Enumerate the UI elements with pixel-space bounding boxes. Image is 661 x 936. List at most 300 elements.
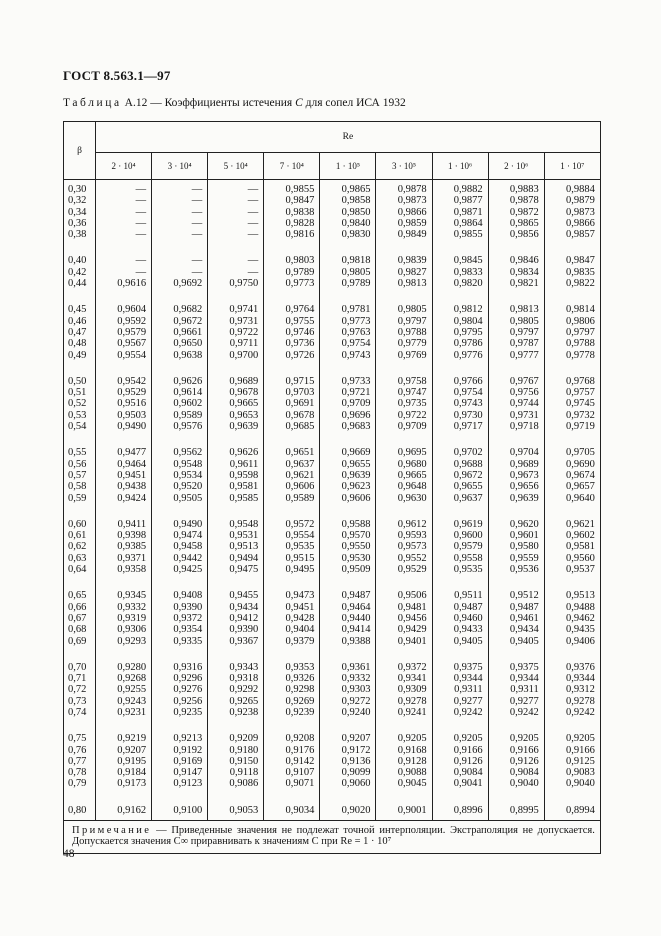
coefficient-cell: 0,9473 bbox=[264, 579, 320, 601]
caption-number: А.12 — Коэффициенты истечения bbox=[121, 97, 296, 109]
table-row bbox=[64, 470, 601, 481]
coefficient-cell: 0,9787 bbox=[488, 338, 544, 349]
coefficient-cell: 0,9626 bbox=[208, 436, 264, 458]
coefficient-cell: 0,9515 bbox=[264, 553, 320, 564]
table-row bbox=[64, 244, 601, 266]
coefficient-cell: — bbox=[96, 180, 152, 196]
coefficient-cell: 0,9513 bbox=[544, 579, 600, 601]
coefficient-cell: 0,9353 bbox=[264, 651, 320, 673]
coefficient-cell: — bbox=[152, 267, 208, 278]
beta-cell: 0,44 bbox=[64, 278, 96, 293]
coefficient-cell: 0,9640 bbox=[544, 493, 600, 508]
coefficient-cell: 0,9709 bbox=[320, 398, 376, 409]
coefficient-cell: 0,9778 bbox=[544, 350, 600, 365]
beta-cell: 0,78 bbox=[64, 767, 96, 778]
coefficient-cell: 0,9361 bbox=[320, 651, 376, 673]
coefficient-cell: 0,9672 bbox=[432, 470, 488, 481]
beta-cell: 0,52 bbox=[64, 398, 96, 409]
coefficient-cell: 0,9235 bbox=[152, 707, 208, 722]
coefficient-cell: — bbox=[96, 267, 152, 278]
coefficient-cell: 0,9045 bbox=[376, 778, 432, 793]
coefficient-cell: 0,8994 bbox=[544, 794, 600, 821]
coefficient-cell: 0,9487 bbox=[320, 579, 376, 601]
coefficient-cell: 0,9637 bbox=[432, 493, 488, 508]
coefficient-cell: 0,9535 bbox=[432, 564, 488, 579]
coefficient-cell: 0,9838 bbox=[264, 207, 320, 218]
table-row bbox=[64, 398, 601, 409]
coefficient-cell: 0,9344 bbox=[488, 673, 544, 684]
coefficient-cell: 0,9719 bbox=[544, 421, 600, 436]
beta-cell: 0,55 bbox=[64, 436, 96, 458]
coefficient-cell: 0,9341 bbox=[376, 673, 432, 684]
coefficient-cell: 0,9665 bbox=[376, 470, 432, 481]
coefficient-cell: — bbox=[208, 229, 264, 244]
coefficient-cell: 0,9558 bbox=[432, 553, 488, 564]
coefficient-cell: 0,9205 bbox=[488, 722, 544, 744]
coefficient-cell: 0,9503 bbox=[96, 410, 152, 421]
table-row bbox=[64, 541, 601, 552]
coefficient-cell: 0,9692 bbox=[152, 278, 208, 293]
coefficient-cell: 0,9601 bbox=[488, 530, 544, 541]
coefficient-cell: 0,9718 bbox=[488, 421, 544, 436]
coefficient-cell: 0,9576 bbox=[152, 421, 208, 436]
coefficient-cell: 0,9570 bbox=[320, 530, 376, 541]
coefficient-cell: 0,9879 bbox=[544, 195, 600, 206]
beta-cell: 0,70 bbox=[64, 651, 96, 673]
coefficient-cell: 0,9404 bbox=[264, 624, 320, 635]
coefficient-cell: — bbox=[208, 180, 264, 196]
coefficient-cell: 0,9529 bbox=[376, 564, 432, 579]
coefficient-cell: 0,9293 bbox=[96, 636, 152, 651]
re-value-header: 1 · 10⁵ bbox=[320, 153, 376, 180]
coefficient-cell: 0,9882 bbox=[432, 180, 488, 196]
coefficient-cell: 0,9548 bbox=[208, 508, 264, 530]
coefficient-cell: 0,9621 bbox=[544, 508, 600, 530]
coefficient-cell: 0,9673 bbox=[488, 470, 544, 481]
beta-cell: 0,71 bbox=[64, 673, 96, 684]
coefficient-cell: 0,9277 bbox=[432, 696, 488, 707]
coefficient-cell: 0,9721 bbox=[320, 387, 376, 398]
table-row bbox=[64, 338, 601, 349]
beta-column-header: β bbox=[64, 122, 96, 180]
coefficient-cell: 0,9744 bbox=[488, 398, 544, 409]
beta-cell: 0,68 bbox=[64, 624, 96, 635]
coefficient-cell: 0,9776 bbox=[432, 350, 488, 365]
coefficient-cell: 0,9205 bbox=[544, 722, 600, 744]
coefficient-cell: 0,9488 bbox=[544, 602, 600, 613]
table-row bbox=[64, 579, 601, 601]
coefficient-cell: 0,9083 bbox=[544, 767, 600, 778]
table-row bbox=[64, 293, 601, 315]
discharge-coefficient-table bbox=[63, 121, 601, 854]
coefficient-cell: 0,9818 bbox=[320, 244, 376, 266]
coefficient-cell: 0,8996 bbox=[432, 794, 488, 821]
coefficient-cell: 0,9812 bbox=[432, 293, 488, 315]
coefficient-cell: 0,9379 bbox=[264, 636, 320, 651]
coefficient-cell: — bbox=[96, 244, 152, 266]
table-row bbox=[64, 493, 601, 508]
table-row bbox=[64, 267, 601, 278]
coefficient-cell: 0,9745 bbox=[544, 398, 600, 409]
re-value-header: 1 · 10⁶ bbox=[432, 153, 488, 180]
beta-cell: 0,64 bbox=[64, 564, 96, 579]
coefficient-cell: 0,9850 bbox=[320, 207, 376, 218]
coefficient-cell: 0,9239 bbox=[264, 707, 320, 722]
coefficient-cell: 0,9859 bbox=[376, 218, 432, 229]
coefficient-cell: 0,9053 bbox=[208, 794, 264, 821]
coefficient-cell: 0,9318 bbox=[208, 673, 264, 684]
table-row bbox=[64, 410, 601, 421]
table-row bbox=[64, 707, 601, 722]
coefficient-cell: 0,9475 bbox=[208, 564, 264, 579]
coefficient-cell: 0,9474 bbox=[152, 530, 208, 541]
table-row bbox=[64, 636, 601, 651]
coefficient-cell: 0,9579 bbox=[96, 327, 152, 338]
coefficient-cell: 0,9354 bbox=[152, 624, 208, 635]
coefficient-cell: 0,9606 bbox=[320, 493, 376, 508]
coefficient-cell: — bbox=[96, 207, 152, 218]
coefficient-cell: 0,9041 bbox=[432, 778, 488, 793]
coefficient-cell: 0,9754 bbox=[432, 387, 488, 398]
coefficient-cell: 0,9562 bbox=[152, 436, 208, 458]
coefficient-cell: 0,9741 bbox=[208, 293, 264, 315]
coefficient-cell: — bbox=[152, 244, 208, 266]
coefficient-cell: 0,9180 bbox=[208, 745, 264, 756]
coefficient-cell: 0,9535 bbox=[264, 541, 320, 552]
table-caption bbox=[63, 97, 406, 109]
beta-cell: 0,79 bbox=[64, 778, 96, 793]
document-header: ГОСТ 8.563.1—97 bbox=[63, 68, 171, 83]
coefficient-cell: 0,9107 bbox=[264, 767, 320, 778]
coefficient-cell: 0,9296 bbox=[152, 673, 208, 684]
coefficient-cell: 0,9099 bbox=[320, 767, 376, 778]
coefficient-cell: 0,9398 bbox=[96, 530, 152, 541]
coefficient-cell: 0,9118 bbox=[208, 767, 264, 778]
beta-cell: 0,56 bbox=[64, 459, 96, 470]
coefficient-cell: 0,9128 bbox=[376, 756, 432, 767]
coefficient-cell: 0,9292 bbox=[208, 684, 264, 695]
coefficient-cell: 0,9657 bbox=[544, 481, 600, 492]
coefficient-cell: 0,9166 bbox=[488, 745, 544, 756]
coefficient-cell: 0,9630 bbox=[376, 493, 432, 508]
coefficient-cell: 0,9847 bbox=[264, 195, 320, 206]
coefficient-cell: 0,9487 bbox=[488, 602, 544, 613]
beta-cell: 0,75 bbox=[64, 722, 96, 744]
note-row bbox=[64, 821, 601, 854]
coefficient-cell: 0,9242 bbox=[432, 707, 488, 722]
coefficient-cell: 0,9481 bbox=[376, 602, 432, 613]
coefficient-cell: 0,9651 bbox=[264, 436, 320, 458]
coefficient-cell: 0,9084 bbox=[432, 767, 488, 778]
coefficient-cell: 0,9822 bbox=[544, 278, 600, 293]
coefficient-cell: 0,9451 bbox=[264, 602, 320, 613]
coefficient-cell: 0,9733 bbox=[320, 365, 376, 387]
coefficient-cell: 0,9034 bbox=[264, 794, 320, 821]
coefficient-cell: 0,9123 bbox=[152, 778, 208, 793]
coefficient-cell: 0,9455 bbox=[208, 579, 264, 601]
coefficient-cell: 0,9136 bbox=[320, 756, 376, 767]
coefficient-cell: 0,9732 bbox=[544, 410, 600, 421]
coefficient-cell: 0,9316 bbox=[152, 651, 208, 673]
coefficient-cell: 0,9213 bbox=[152, 722, 208, 744]
coefficient-cell: 0,9464 bbox=[96, 459, 152, 470]
coefficient-cell: 0,9529 bbox=[96, 387, 152, 398]
coefficient-cell: 0,9306 bbox=[96, 624, 152, 635]
table-row bbox=[64, 195, 601, 206]
table-row bbox=[64, 481, 601, 492]
beta-cell: 0,38 bbox=[64, 229, 96, 244]
coefficient-cell: 0,9460 bbox=[432, 613, 488, 624]
coefficient-cell: 0,9593 bbox=[376, 530, 432, 541]
coefficient-cell: 0,9814 bbox=[544, 293, 600, 315]
coefficient-cell: 0,9537 bbox=[544, 564, 600, 579]
coefficient-cell: 0,9805 bbox=[320, 267, 376, 278]
coefficient-cell: 0,9805 bbox=[488, 316, 544, 327]
coefficient-cell: 0,9685 bbox=[264, 421, 320, 436]
coefficient-cell: 0,9534 bbox=[152, 470, 208, 481]
coefficient-cell: 0,9691 bbox=[264, 398, 320, 409]
coefficient-cell: 0,9536 bbox=[488, 564, 544, 579]
coefficient-cell: 0,9763 bbox=[320, 327, 376, 338]
coefficient-cell: 0,9865 bbox=[320, 180, 376, 196]
coefficient-cell: 0,9256 bbox=[152, 696, 208, 707]
coefficient-cell: 0,9219 bbox=[96, 722, 152, 744]
coefficient-cell: 0,9602 bbox=[544, 530, 600, 541]
coefficient-cell: 0,9797 bbox=[544, 327, 600, 338]
coefficient-cell: 0,9683 bbox=[320, 421, 376, 436]
coefficient-cell: 0,9702 bbox=[432, 436, 488, 458]
coefficient-cell: 0,9126 bbox=[432, 756, 488, 767]
coefficient-cell: 0,9552 bbox=[376, 553, 432, 564]
coefficient-cell: 0,9242 bbox=[488, 707, 544, 722]
coefficient-cell: 0,9592 bbox=[96, 316, 152, 327]
coefficient-cell: 0,9722 bbox=[376, 410, 432, 421]
coefficient-cell: 0,9280 bbox=[96, 651, 152, 673]
coefficient-cell: 0,9458 bbox=[152, 541, 208, 552]
coefficient-cell: 0,9505 bbox=[152, 493, 208, 508]
beta-cell: 0,36 bbox=[64, 218, 96, 229]
coefficient-cell: 0,9704 bbox=[488, 436, 544, 458]
coefficient-cell: 0,9688 bbox=[432, 459, 488, 470]
coefficient-cell: 0,9813 bbox=[488, 293, 544, 315]
coefficient-cell: 0,9464 bbox=[320, 602, 376, 613]
coefficient-cell: 0,9669 bbox=[320, 436, 376, 458]
coefficient-cell: 0,9442 bbox=[152, 553, 208, 564]
coefficient-cell: 0,9205 bbox=[432, 722, 488, 744]
table-row bbox=[64, 508, 601, 530]
coefficient-cell: 0,9408 bbox=[152, 579, 208, 601]
caption-word: Таблица bbox=[63, 97, 122, 109]
table-row bbox=[64, 180, 601, 196]
table-row bbox=[64, 722, 601, 744]
coefficient-cell: 0,9169 bbox=[152, 756, 208, 767]
beta-cell: 0,62 bbox=[64, 541, 96, 552]
coefficient-cell: 0,9332 bbox=[96, 602, 152, 613]
table-row bbox=[64, 365, 601, 387]
coefficient-cell: 0,9020 bbox=[320, 794, 376, 821]
beta-cell: 0,77 bbox=[64, 756, 96, 767]
coefficient-cell: 0,9390 bbox=[208, 624, 264, 635]
coefficient-cell: 0,9830 bbox=[320, 229, 376, 244]
coefficient-cell: — bbox=[152, 218, 208, 229]
table-row bbox=[64, 436, 601, 458]
coefficient-cell: 0,9616 bbox=[96, 278, 152, 293]
coefficient-cell: 0,9195 bbox=[96, 756, 152, 767]
page-number: 48 bbox=[63, 848, 75, 860]
coefficient-cell: 0,9265 bbox=[208, 696, 264, 707]
beta-cell: 0,48 bbox=[64, 338, 96, 349]
table-row bbox=[64, 767, 601, 778]
coefficient-cell: 0,9372 bbox=[152, 613, 208, 624]
coefficient-cell: 0,9674 bbox=[544, 470, 600, 481]
coefficient-cell: 0,9639 bbox=[208, 421, 264, 436]
coefficient-cell: 0,9767 bbox=[488, 365, 544, 387]
beta-cell: 0,60 bbox=[64, 508, 96, 530]
coefficient-cell: 0,9746 bbox=[264, 327, 320, 338]
coefficient-cell: 0,9040 bbox=[544, 778, 600, 793]
coefficient-cell: 0,9717 bbox=[432, 421, 488, 436]
coefficient-cell: 0,9866 bbox=[376, 207, 432, 218]
coefficient-cell: 0,9433 bbox=[432, 624, 488, 635]
coefficient-cell: 0,9567 bbox=[96, 338, 152, 349]
coefficient-cell: 0,9451 bbox=[96, 470, 152, 481]
coefficient-cell: 0,9797 bbox=[488, 327, 544, 338]
coefficient-cell: — bbox=[208, 244, 264, 266]
table-row bbox=[64, 229, 601, 244]
coefficient-cell: 0,9750 bbox=[208, 278, 264, 293]
coefficient-cell: 0,9871 bbox=[432, 207, 488, 218]
coefficient-cell: 0,9696 bbox=[320, 410, 376, 421]
coefficient-cell: 0,9827 bbox=[376, 267, 432, 278]
caption-rest: для сопел ИСА 1932 bbox=[302, 97, 406, 109]
coefficient-cell: 0,9715 bbox=[264, 365, 320, 387]
coefficient-cell: 0,9779 bbox=[376, 338, 432, 349]
coefficient-cell: 0,9168 bbox=[376, 745, 432, 756]
coefficient-cell: 0,9335 bbox=[152, 636, 208, 651]
table-row bbox=[64, 553, 601, 564]
coefficient-cell: 0,9813 bbox=[376, 278, 432, 293]
coefficient-cell: 0,9743 bbox=[432, 398, 488, 409]
coefficient-cell: 0,9611 bbox=[208, 459, 264, 470]
beta-cell: 0,45 bbox=[64, 293, 96, 315]
coefficient-cell: 0,9648 bbox=[376, 481, 432, 492]
coefficient-cell: 0,9711 bbox=[208, 338, 264, 349]
coefficient-cell: 0,9797 bbox=[376, 316, 432, 327]
table-row bbox=[64, 387, 601, 398]
coefficient-cell: 0,9207 bbox=[96, 745, 152, 756]
coefficient-cell: 0,9789 bbox=[320, 278, 376, 293]
beta-cell: 0,53 bbox=[64, 410, 96, 421]
coefficient-cell: 0,9638 bbox=[152, 350, 208, 365]
coefficient-cell: 0,9277 bbox=[488, 696, 544, 707]
coefficient-cell: 0,9743 bbox=[320, 350, 376, 365]
coefficient-cell: 0,9639 bbox=[320, 470, 376, 481]
beta-cell: 0,76 bbox=[64, 745, 96, 756]
coefficient-cell: 0,9490 bbox=[152, 508, 208, 530]
coefficient-cell: 0,9878 bbox=[488, 195, 544, 206]
coefficient-cell: 0,9207 bbox=[320, 722, 376, 744]
coefficient-cell: 0,9855 bbox=[432, 229, 488, 244]
coefficient-cell: — bbox=[96, 229, 152, 244]
coefficient-cell: 0,9372 bbox=[376, 651, 432, 673]
coefficient-cell: 0,9821 bbox=[488, 278, 544, 293]
table-row bbox=[64, 459, 601, 470]
beta-cell: 0,72 bbox=[64, 684, 96, 695]
coefficient-cell: 0,9242 bbox=[544, 707, 600, 722]
coefficient-cell: 0,9385 bbox=[96, 541, 152, 552]
coefficient-cell: 0,9516 bbox=[96, 398, 152, 409]
beta-cell: 0,69 bbox=[64, 636, 96, 651]
coefficient-cell: 0,9604 bbox=[96, 293, 152, 315]
re-value-header: 2 · 10⁴ bbox=[96, 153, 152, 180]
coefficient-cell: 0,9873 bbox=[376, 195, 432, 206]
coefficient-cell: 0,9614 bbox=[152, 387, 208, 398]
coefficient-cell: — bbox=[96, 218, 152, 229]
coefficient-cell: — bbox=[208, 218, 264, 229]
coefficient-cell: 0,9506 bbox=[376, 579, 432, 601]
coefficient-cell: 0,9845 bbox=[432, 244, 488, 266]
beta-cell: 0,59 bbox=[64, 493, 96, 508]
coefficient-cell: — bbox=[152, 195, 208, 206]
coefficient-cell: 0,9071 bbox=[264, 778, 320, 793]
coefficient-cell: 0,9298 bbox=[264, 684, 320, 695]
coefficient-cell: 0,9695 bbox=[376, 436, 432, 458]
table-note bbox=[64, 821, 601, 854]
beta-cell: 0,42 bbox=[64, 267, 96, 278]
coefficient-cell: 0,9803 bbox=[264, 244, 320, 266]
coefficient-cell: 0,9311 bbox=[488, 684, 544, 695]
coefficient-cell: 0,9150 bbox=[208, 756, 264, 767]
coefficient-cell: 0,9709 bbox=[376, 421, 432, 436]
coefficient-cell: 0,9653 bbox=[208, 410, 264, 421]
coefficient-cell: 0,9858 bbox=[320, 195, 376, 206]
coefficient-cell: 0,9655 bbox=[320, 459, 376, 470]
coefficient-cell: 0,9795 bbox=[432, 327, 488, 338]
coefficient-cell: 0,9756 bbox=[488, 387, 544, 398]
coefficient-cell: 0,9682 bbox=[152, 293, 208, 315]
coefficient-cell: 0,9312 bbox=[544, 684, 600, 695]
coefficient-cell: 0,9554 bbox=[96, 350, 152, 365]
coefficient-cell: 0,9344 bbox=[432, 673, 488, 684]
coefficient-cell: 0,9255 bbox=[96, 684, 152, 695]
coefficient-cell: 0,9806 bbox=[544, 316, 600, 327]
caption-variable: C bbox=[295, 97, 303, 109]
coefficient-cell: 0,9278 bbox=[544, 696, 600, 707]
coefficient-cell: 0,9456 bbox=[376, 613, 432, 624]
table-row bbox=[64, 530, 601, 541]
coefficient-cell: 0,9580 bbox=[488, 541, 544, 552]
coefficient-cell: 0,9438 bbox=[96, 481, 152, 492]
coefficient-cell: 0,9414 bbox=[320, 624, 376, 635]
coefficient-cell: 0,9531 bbox=[208, 530, 264, 541]
coefficient-cell: 0,9125 bbox=[544, 756, 600, 767]
table-row bbox=[64, 207, 601, 218]
coefficient-cell: 0,9678 bbox=[208, 387, 264, 398]
coefficient-cell: 0,9303 bbox=[320, 684, 376, 695]
coefficient-cell: 0,9764 bbox=[264, 293, 320, 315]
coefficient-cell: 0,9371 bbox=[96, 553, 152, 564]
beta-cell: 0,63 bbox=[64, 553, 96, 564]
coefficient-cell: 0,9429 bbox=[376, 624, 432, 635]
coefficient-cell: 0,9084 bbox=[488, 767, 544, 778]
coefficient-cell: 0,9309 bbox=[376, 684, 432, 695]
table-row bbox=[64, 421, 601, 436]
coefficient-cell: 0,9873 bbox=[544, 207, 600, 218]
coefficient-cell: 0,9672 bbox=[152, 316, 208, 327]
coefficient-cell: 0,9511 bbox=[432, 579, 488, 601]
coefficient-cell: 0,9520 bbox=[152, 481, 208, 492]
coefficient-cell: 0,9758 bbox=[376, 365, 432, 387]
